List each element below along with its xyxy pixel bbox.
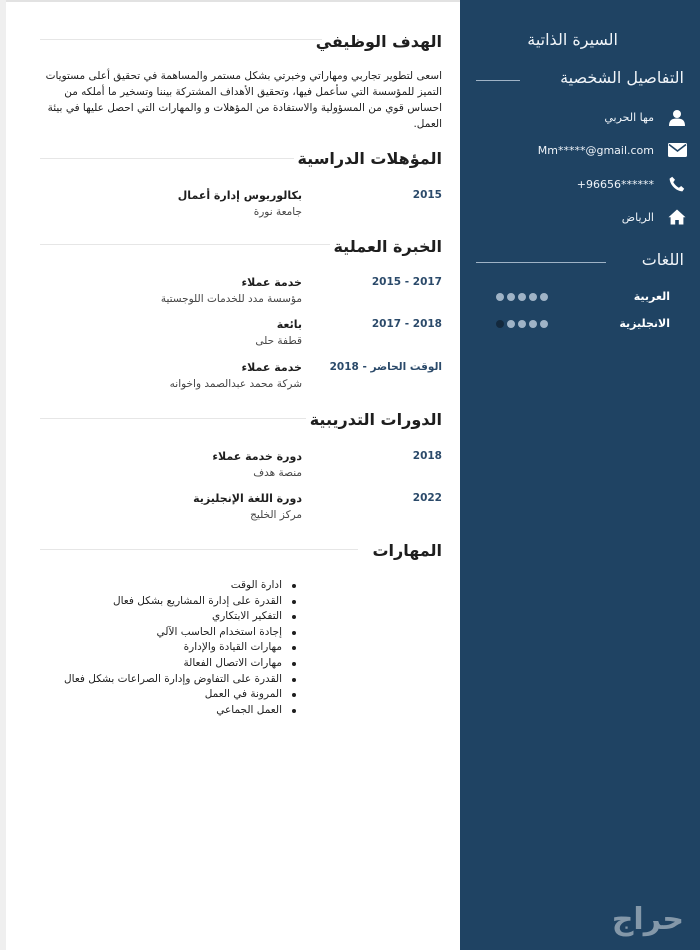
contact-city-text: الرياض — [621, 210, 654, 224]
section-divider — [40, 39, 322, 40]
experience-entry — [40, 276, 442, 312]
watermark-logo: حراج — [611, 902, 684, 937]
courses-heading: الدورات التدريبية — [309, 410, 442, 429]
language-level-dots — [496, 320, 548, 328]
objective-text: اسعى لتطوير تجاربي ومهاراتي وخبرتي بشكل مستمر والمساهمة في تحقيق أعلى مستويات التميز للمؤسسة التي سأعمل فيها، وتحقيق الأهداف المشتركة بيننا وتسخير ما أملكه من احساس قوي من المسؤولية والاستفادة من المؤهلات و والمهارات التي احصل عليها في بيئة العمل. — [45, 70, 442, 130]
course-entry — [40, 450, 442, 486]
entry-title: خدمة عملاء — [241, 276, 302, 289]
entry-title: خدمة عملاء — [241, 361, 302, 374]
entry-title: بائعة — [276, 318, 302, 331]
education-heading: المؤهلات الدراسية — [297, 149, 442, 168]
level-dot — [540, 320, 548, 328]
entry-date: 2015 — [412, 189, 442, 201]
section-divider — [40, 418, 306, 419]
level-dot-empty — [496, 320, 504, 328]
entry-title: بكالوريوس إدارة أعمال — [177, 189, 302, 202]
entry-subtitle: قطفة حلى — [255, 335, 302, 347]
experience-heading: الخبرة العملية — [333, 237, 442, 256]
skill-item: التفكير الابتكاري — [150, 609, 296, 625]
level-dot — [529, 293, 537, 301]
cv-title: السيرة الذاتية — [527, 30, 618, 49]
section-divider — [40, 549, 358, 550]
skill-item: ادارة الوقت — [150, 578, 296, 594]
personal-details-heading: التفاصيل الشخصية — [560, 68, 684, 87]
section-divider — [40, 244, 330, 245]
contact-name — [490, 106, 690, 128]
skill-item: العمل الجماعي — [150, 703, 296, 719]
section-divider — [476, 262, 606, 263]
skills-list — [64, 578, 296, 718]
entry-subtitle: مركز الخليج — [250, 509, 302, 521]
contact-phone-text: +96656****** — [576, 177, 654, 191]
contact-name-text: مها الحربي — [604, 110, 654, 124]
level-dot — [518, 293, 526, 301]
left-margin-strip — [0, 0, 6, 950]
contact-city — [490, 206, 690, 228]
personal-details-section — [476, 68, 684, 92]
skill-item: إجادة استخدام الحاسب الآلي — [150, 625, 296, 641]
language-name: العربية — [633, 290, 670, 303]
level-dot — [540, 293, 548, 301]
contact-email-text: Mm*****@gmail.com — [537, 143, 654, 157]
course-entry — [40, 492, 442, 528]
entry-date: 2022 — [412, 492, 442, 504]
entry-subtitle: جامعة نورة — [253, 206, 302, 218]
skill-item: المرونة في العمل — [150, 687, 296, 703]
entry-subtitle: مؤسسة مدد للخدمات اللوجستية — [160, 293, 302, 305]
contact-phone — [490, 173, 690, 195]
entry-title: دورة خدمة عملاء — [212, 450, 302, 463]
level-dot — [496, 293, 504, 301]
languages-heading: اللغات — [641, 250, 684, 269]
entry-subtitle: منصة هدف — [253, 467, 302, 479]
education-entry — [40, 189, 442, 225]
section-divider — [40, 158, 294, 159]
skill-item: القدرة على إدارة المشاريع بشكل فعال — [150, 594, 296, 610]
home-icon — [664, 207, 690, 227]
user-icon — [664, 107, 690, 127]
language-level-dots — [496, 293, 548, 301]
level-dot — [529, 320, 537, 328]
section-divider — [476, 80, 520, 81]
skill-item: مهارات القيادة والإدارة — [150, 640, 296, 656]
level-dot — [507, 293, 515, 301]
entry-date: 2018 - الوقت الحاضر — [329, 361, 442, 373]
languages-section — [476, 250, 684, 274]
level-dot — [507, 320, 515, 328]
language-name: الانجليزية — [619, 317, 670, 330]
entry-title: دورة اللغة الإنجليزية — [193, 492, 302, 505]
language-english — [478, 317, 670, 333]
entry-subtitle: شركة محمد عبدالصمد واخوانه — [169, 378, 302, 390]
entry-date: 2018 — [412, 450, 442, 462]
phone-icon — [664, 174, 690, 194]
language-arabic — [478, 290, 670, 306]
entry-date: 2015 - 2017 — [371, 276, 442, 288]
skill-item: مهارات الاتصال الفعالة — [150, 656, 296, 672]
skill-item: القدرة على التفاوض وإدارة الصراعات بشكل فعال — [150, 672, 296, 688]
envelope-icon — [664, 140, 690, 160]
contact-email — [490, 139, 690, 161]
level-dot — [518, 320, 526, 328]
objective-heading: الهدف الوظيفي — [315, 32, 442, 51]
skills-heading: المهارات — [372, 541, 442, 560]
experience-entry — [40, 361, 442, 397]
experience-entry — [40, 318, 442, 354]
entry-date: 2017 - 2018 — [371, 318, 442, 330]
sidebar — [460, 0, 700, 950]
